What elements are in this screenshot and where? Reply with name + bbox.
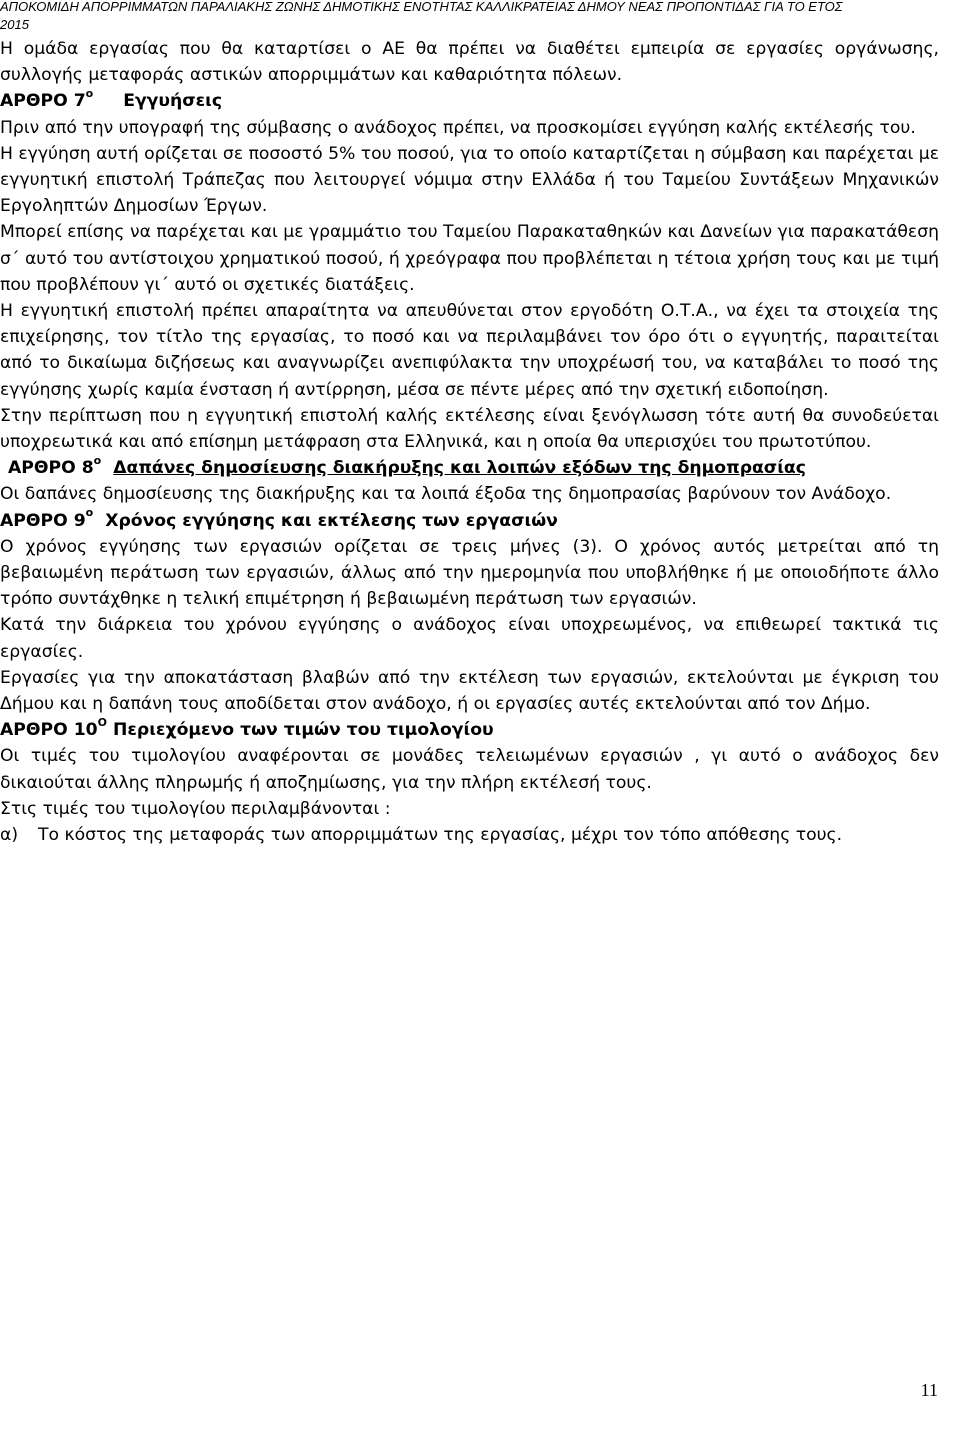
article-9-ordinal: ο bbox=[85, 505, 94, 519]
article-9-number: ΑΡΘΡΟ 9 bbox=[0, 510, 86, 531]
article-10-title: Περιεχόμενο των τιμών του τιμολογίου bbox=[112, 720, 494, 741]
header-line-1: ΑΠΟΚΟΜΙΔΗ ΑΠΟΡΡΙΜΜΑΤΩΝ ΠΑΡΑΛΙΑΚΗΣ ΖΩΝΗΣ ΔΗΜΟΤΙΚΗΣ ΕΝΟΤΗΤΑΣ ΚΑΛΛΙΚΡΑΤΕΙΑΣ ΔΗΜΟΥ ΝΕΑΣ ΠΡΟΠΟΝΤΙΔΑΣ ΓΙΑ ΤΟ ΕΤΟΣ bbox=[0, 0, 843, 14]
article-8-number: ΑΡΘΡΟ 8 bbox=[8, 458, 94, 479]
article-10-paragraph-1: Οι τιμές του τιμολογίου αναφέρονται σε μονάδες τελειωμένων εργασιών , γι αυτό ο ανάδοχος δεν δικαιούται άλλης πληρωμής ή αποζημίωσης, για την πλήρη εκτέλεσή τους. bbox=[0, 746, 939, 793]
article-7-title: Εγγυήσεις bbox=[123, 91, 223, 112]
article-7-ordinal: ο bbox=[85, 86, 94, 100]
article-10-number: ΑΡΘΡΟ 10 bbox=[0, 720, 98, 741]
article-7-paragraph-2: Η εγγύηση αυτή ορίζεται σε ποσοστό 5% του ποσού, για το οποίο καταρτίζεται η σύμβαση και παρέχεται με εγγυητική επιστολή Τράπεζας που λειτουργεί νόμιμα στην Ελλάδα ή του Ταμείου Συντάξεων Μηχανικών Εργοληπτών Δημοσίων Έργων. bbox=[0, 143, 939, 217]
article-7-paragraph-5: Στην περίπτωση που η εγγυητική επιστολή καλής εκτέλεσης είναι ξενόγλωσση τότε αυτή θα συνοδεύεται υποχρεωτικά και από επίσημη μετάφραση στα Ελληνικά, και η οποία θα υπερισχύει του πρωτοτύπου. bbox=[0, 405, 939, 453]
article-8-ordinal: ο bbox=[93, 453, 102, 467]
article-8-paragraph-1: Οι δαπάνες δημοσίευσης της διακήρυξης και τα λοιπά έξοδα της δημοπρασίας βαρύνουν τον Ανάδοχο. bbox=[0, 484, 892, 505]
article-8-heading bbox=[0, 455, 939, 481]
article-10-paragraph-2: Στις τιμές του τιμολογίου περιλαμβάνονται : bbox=[0, 798, 391, 819]
article-7-paragraph-4: Η εγγυητική επιστολή πρέπει απαραίτητα να απευθύνεται στον εργοδότη Ο.Τ.Α., να έχει τα στοιχεία της επιχείρησης, τον τίτλο της εργασίας, το ποσό και να περιλαμβάνει τον όρο ότι ο εγγυητής, παραιτείται από το δικαίωμα διζήσεως και αναγνωρίζει ανεπιφύλακτα την υποχρέωσή του, να καταβάλει το ποσό της εγγύησης χωρίς καμία ένσταση ή αντίρρηση, μέσα σε πέντε μέρες από την σχετική ειδοποίηση. bbox=[0, 301, 939, 400]
article-9-paragraph-1: Ο χρόνος εγγύησης των εργασιών ορίζεται σε τρεις μήνες (3). Ο χρόνος αυτός μετρείται από τη βεβαιωμένη περάτωση των εργασιών, άλλως από την ημερομηνία που υποβλήθηκε ή με οποιοδήποτε άλλο τρόπο συντάχθηκε η τελική επιμέτρηση ή βεβαιωμένη περάτωση των εργασιών. bbox=[0, 536, 939, 610]
article-10-ordinal: Ο bbox=[97, 715, 107, 729]
article-7-number: ΑΡΘΡΟ 7 bbox=[0, 91, 86, 112]
intro-paragraph: Η ομάδα εργασίας που θα καταρτίσει ο ΑΕ θα πρέπει να διαθέτει εμπειρία σε εργασίες οργάνωσης, συλλογής μεταφοράς αστικών απορριμμάτων και καθαριότητα πόλεων. bbox=[0, 39, 939, 86]
document-body bbox=[0, 36, 939, 848]
article-9-heading bbox=[0, 505, 939, 534]
article-10-heading bbox=[0, 717, 939, 743]
article-7-heading bbox=[0, 88, 939, 114]
article-9-paragraph-2: Κατά την διάρκεια του χρόνου εγγύησης ο ανάδοχος είναι υποχρεωμένος, να επιθεωρεί τακτικά τις εργασίες. bbox=[0, 615, 939, 662]
article-7-paragraph-1: Πριν από την υπογραφή της σύμβασης ο ανάδοχος πρέπει, να προσκομίσει εγγύηση καλής εκτέλεσής του. bbox=[0, 117, 916, 138]
list-item-a bbox=[0, 822, 939, 848]
article-8-title: Δαπάνες δημοσίευσης διακήρυξης και λοιπών εξόδων της δημοπρασίας bbox=[113, 458, 806, 479]
article-9-title: Χρόνος εγγύησης και εκτέλεσης των εργασιών bbox=[105, 510, 558, 531]
header-line-2: 2015 bbox=[0, 17, 29, 32]
list-item-a-label: α) bbox=[0, 825, 19, 846]
list-item-a-text: Το κόστος της μεταφοράς των απορριμμάτων της εργασίας, μέχρι τον τόπο απόθεσης τους. bbox=[38, 825, 843, 846]
page-number: 11 bbox=[920, 1380, 938, 1400]
article-7-paragraph-3: Μπορεί επίσης να παρέχεται και με γραμμάτιο του Ταμείου Παρακαταθηκών και Δανείων για παρακατάθεση σ΄ αυτό του αντίστοιχου χρηματικού ποσού, ή χρεόγραφα που προβλέπεται η τέτοια χρήση τους και με τιμή που προβλέπουν γι΄ αυτό οι σχετικές διατάξεις. bbox=[0, 222, 939, 295]
article-9-paragraph-3: Εργασίες για την αποκατάσταση βλαβών από την εκτέλεση των εργασιών, εκτελούνται με έγκριση του Δήμου και η δαπάνη τους αποδίδεται στον ανάδοχο, ή οι εργασίες αυτές εκτελούνται από τον Δήμο. bbox=[0, 667, 939, 715]
